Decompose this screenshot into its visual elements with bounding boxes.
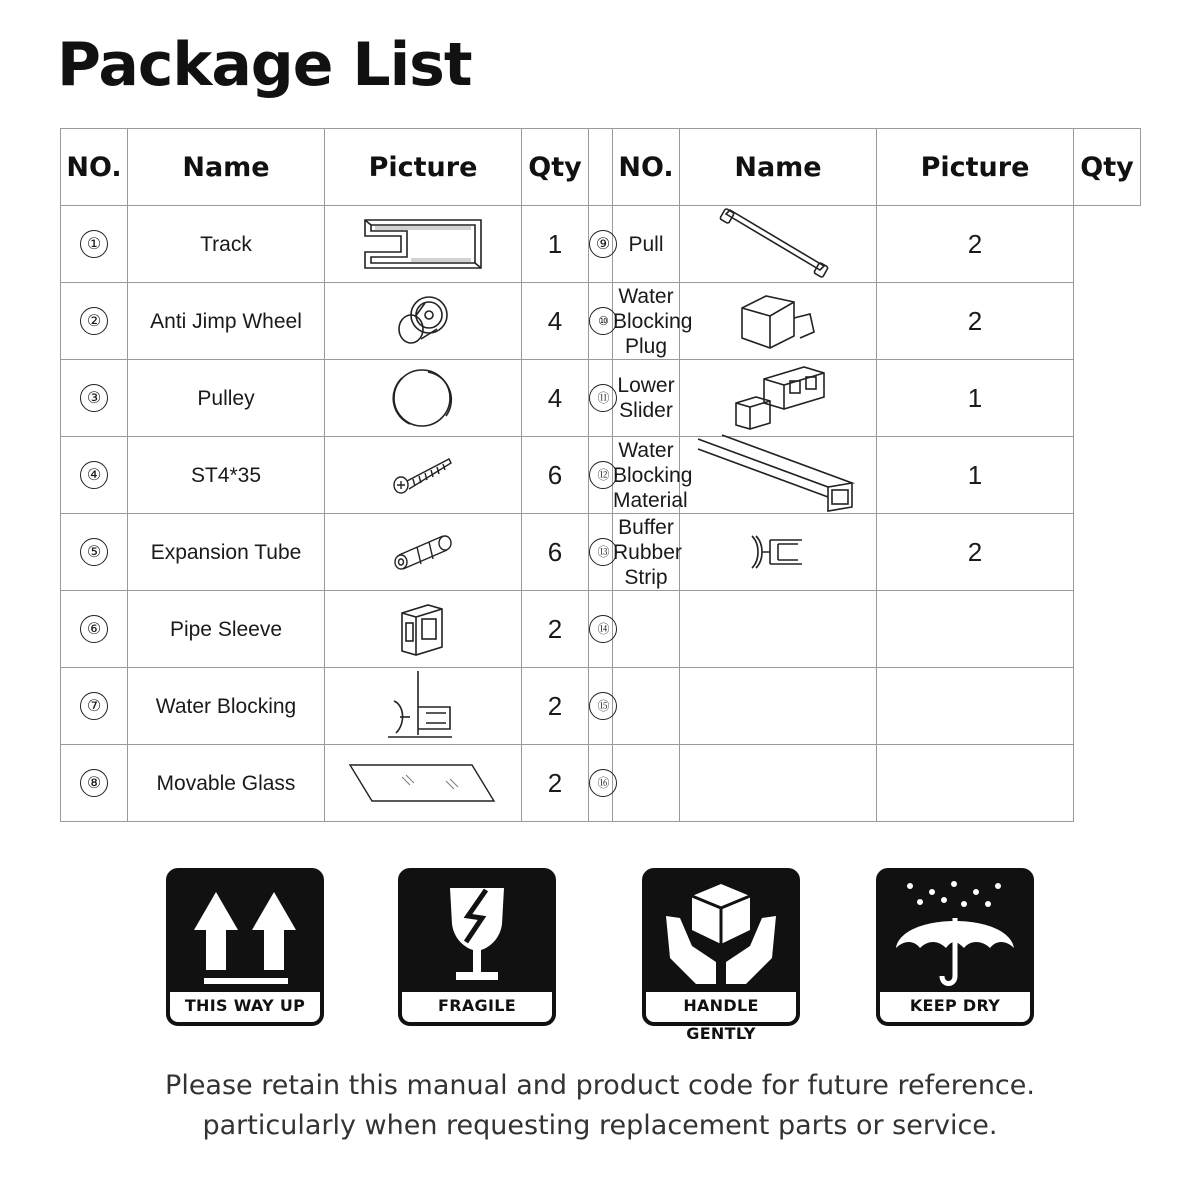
- handle-gently-icon: [646, 872, 796, 996]
- item-qty: 1: [877, 360, 1074, 437]
- item-number: ②: [80, 307, 108, 335]
- item-qty: [877, 668, 1074, 745]
- table-row: [61, 668, 1141, 745]
- square-tube-icon: [680, 437, 876, 513]
- table-row: [61, 437, 1141, 514]
- item-qty: 1: [522, 206, 589, 283]
- item-number: ⑨: [589, 230, 617, 258]
- item-qty: 4: [522, 360, 589, 437]
- item-name: [613, 745, 680, 822]
- lower-slider-icon: [680, 363, 876, 433]
- item-number: ④: [80, 461, 108, 489]
- header-qty: Qty: [522, 129, 589, 206]
- expansion-tube-icon: [325, 530, 521, 574]
- page-title: Package List: [57, 30, 472, 100]
- keep-dry-icon: [880, 872, 1030, 996]
- track-icon: [325, 216, 521, 272]
- table-row: [61, 360, 1141, 437]
- handle-gently-card: [642, 868, 800, 1043]
- water-blocking-icon: [325, 671, 521, 741]
- header-qty: Qty: [1074, 129, 1141, 206]
- handling-icons: [0, 868, 1200, 1043]
- item-qty: 6: [522, 437, 589, 514]
- item-qty: 2: [522, 591, 589, 668]
- item-name: [613, 591, 680, 668]
- item-number: ⑫: [589, 461, 617, 489]
- item-qty: 6: [522, 514, 589, 591]
- icon-label: THIS WAY UP: [170, 988, 320, 1022]
- item-name: Lower Slider: [613, 360, 680, 437]
- item-name: Water Blocking Plug: [613, 284, 693, 358]
- fragile-icon: [402, 872, 552, 996]
- item-number: ③: [80, 384, 108, 412]
- rubber-strip-icon: [680, 534, 876, 570]
- item-name: Buffer Rubber Strip: [613, 515, 682, 589]
- screw-icon: [325, 453, 521, 497]
- pull-handle-icon: [680, 208, 876, 280]
- item-name: Pull: [613, 206, 680, 283]
- this-way-up-card: [166, 868, 324, 1026]
- item-number: ⑯: [589, 769, 617, 797]
- item-name: Pipe Sleeve: [128, 591, 325, 668]
- item-qty: 4: [522, 283, 589, 360]
- table-row: [61, 745, 1141, 822]
- item-number: ⑤: [80, 538, 108, 566]
- item-qty: 2: [877, 514, 1074, 591]
- table-row: [61, 206, 1141, 283]
- item-name: [613, 668, 680, 745]
- table-row: [61, 283, 1141, 360]
- item-qty: [877, 591, 1074, 668]
- table-header-row: [61, 129, 1141, 206]
- plug-icon: [680, 288, 876, 354]
- note-line: particularly when requesting replacement parts or service.: [202, 1110, 998, 1141]
- footer-note: [0, 1066, 1200, 1146]
- glass-panel-icon: [325, 761, 521, 805]
- header-name: Name: [128, 129, 325, 206]
- header-no: NO.: [613, 129, 680, 206]
- header-picture: Picture: [877, 129, 1074, 206]
- item-qty: 1: [877, 437, 1074, 514]
- item-name: Track: [128, 206, 325, 283]
- item-number: ⑭: [589, 615, 617, 643]
- table-separator: [589, 129, 613, 206]
- item-number: ⑦: [80, 692, 108, 720]
- icon-label: KEEP DRY: [880, 988, 1030, 1022]
- note-line: Please retain this manual and product code for future reference.: [165, 1070, 1035, 1101]
- item-name: Water Blocking: [128, 668, 325, 745]
- item-qty: 2: [522, 668, 589, 745]
- item-number: ⑮: [589, 692, 617, 720]
- item-name: ST4*35: [128, 437, 325, 514]
- item-number: ⑥: [80, 615, 108, 643]
- fragile-card: [398, 868, 556, 1026]
- item-number: ⑬: [589, 538, 617, 566]
- item-number: ①: [80, 230, 108, 258]
- item-name: Water Blocking Material: [613, 438, 693, 512]
- item-number: ⑪: [589, 384, 617, 412]
- item-qty: [877, 745, 1074, 822]
- item-name: Anti Jimp Wheel: [128, 283, 325, 360]
- pulley-icon: [325, 366, 521, 430]
- item-name: Expansion Tube: [128, 514, 325, 591]
- header-name: Name: [680, 129, 877, 206]
- icon-label: FRAGILE: [402, 988, 552, 1022]
- icon-label: HANDLE GENTLY: [646, 988, 796, 1022]
- header-no: NO.: [61, 129, 128, 206]
- table-row: [61, 591, 1141, 668]
- item-qty: 2: [877, 206, 1074, 283]
- wheel-icon: [325, 291, 521, 351]
- item-qty: 2: [522, 745, 589, 822]
- item-name: Movable Glass: [128, 745, 325, 822]
- header-picture: Picture: [325, 129, 522, 206]
- item-number: ⑧: [80, 769, 108, 797]
- table-row: [61, 514, 1141, 591]
- pipe-sleeve-icon: [325, 599, 521, 659]
- package-list-table: [60, 128, 1141, 822]
- item-number: ⑩: [589, 307, 617, 335]
- item-qty: 2: [877, 283, 1074, 360]
- this-way-up-icon: [170, 872, 320, 996]
- keep-dry-card: [876, 868, 1034, 1026]
- item-name: Pulley: [128, 360, 325, 437]
